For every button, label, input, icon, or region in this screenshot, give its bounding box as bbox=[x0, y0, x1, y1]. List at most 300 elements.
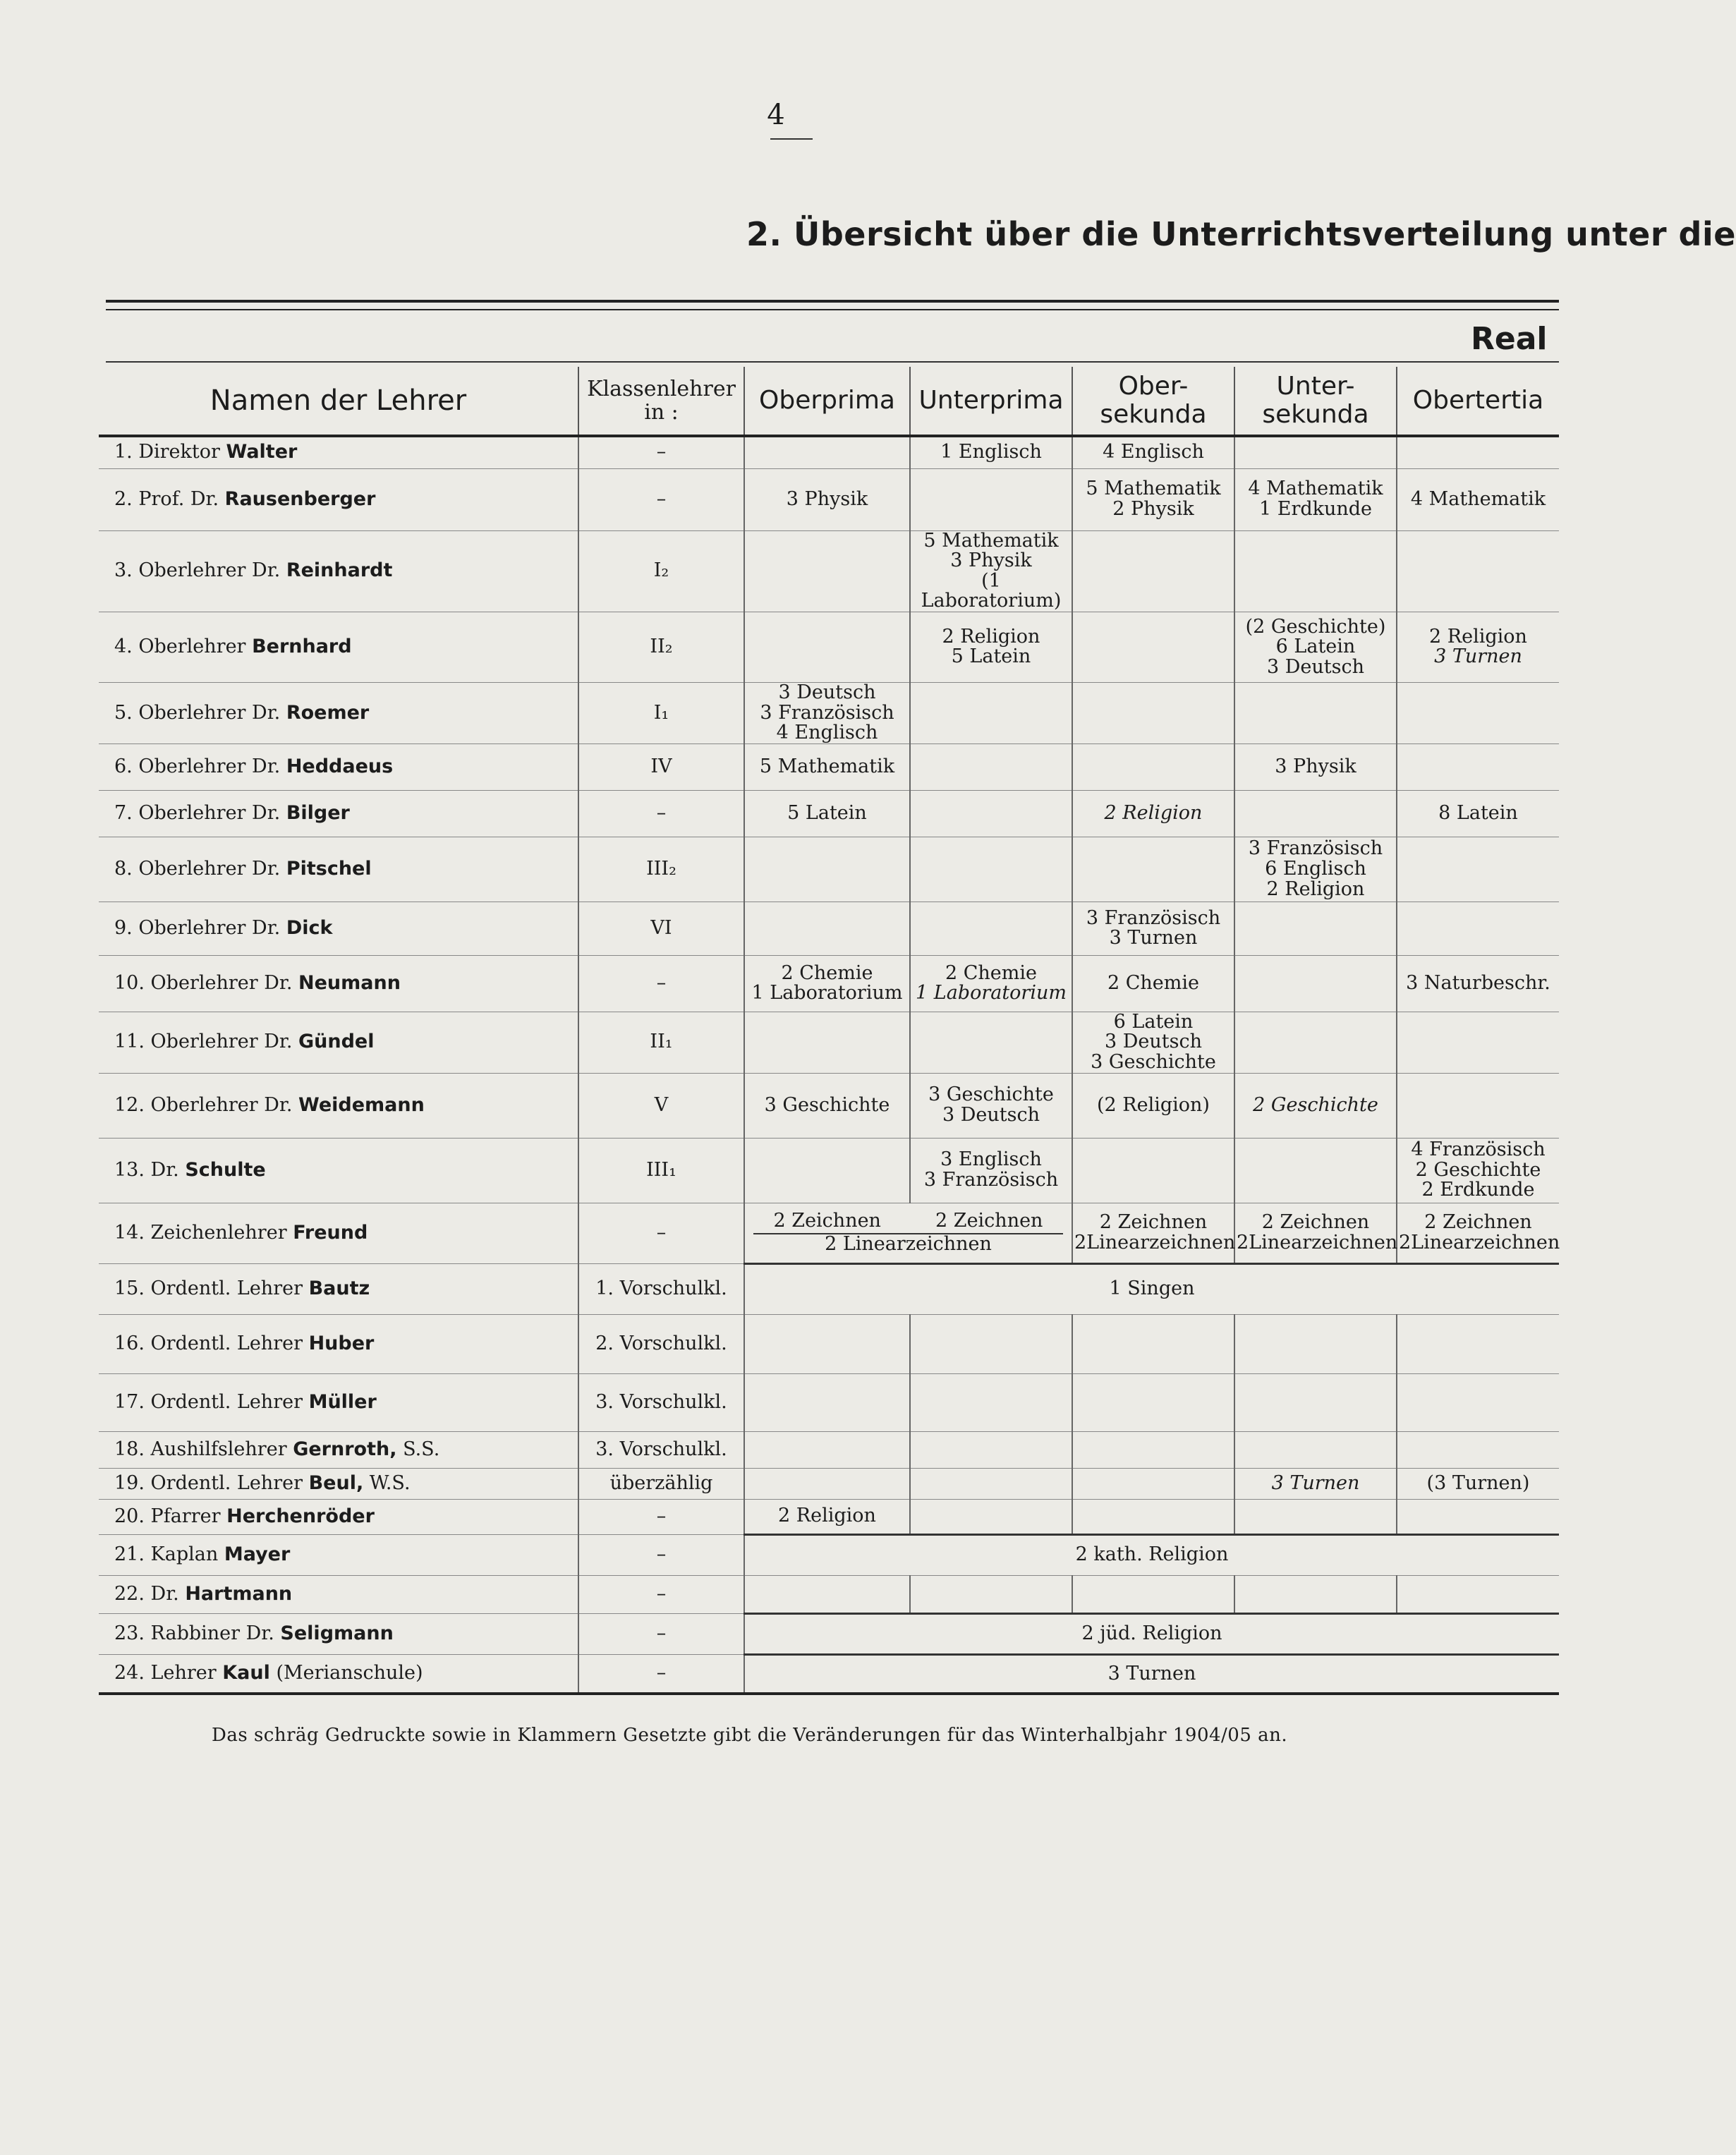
oberprima-unterprima-cell bbox=[744, 1203, 1072, 1263]
table-row bbox=[99, 1012, 1559, 1073]
teacher-number: 12. bbox=[114, 1093, 145, 1116]
col-header-name: Namen der Lehrer bbox=[99, 367, 578, 436]
teacher-surname: Gernroth, bbox=[293, 1438, 397, 1460]
teacher-title: Oberlehrer Dr. bbox=[150, 1031, 293, 1053]
subject-cell bbox=[910, 955, 1072, 1012]
subject-cell bbox=[1234, 837, 1397, 902]
teacher-title: Direktor bbox=[138, 441, 220, 463]
teacher-title: Oberlehrer Dr. bbox=[138, 857, 281, 880]
subject-cell bbox=[744, 955, 910, 1012]
teacher-number: 22. bbox=[114, 1582, 145, 1605]
subject-cell bbox=[1234, 1499, 1397, 1534]
subject-cell bbox=[1234, 1575, 1397, 1613]
school-type-label: Real bbox=[1471, 321, 1548, 357]
cell-text: 2 Zeichnen 2Linearzeichnen bbox=[1074, 1210, 1236, 1253]
subject-cell bbox=[1072, 1499, 1234, 1534]
teacher-surname: Bernhard bbox=[252, 636, 352, 658]
subject-cell bbox=[1072, 1373, 1234, 1431]
subject-cell bbox=[1397, 1138, 1559, 1203]
klassenlehrer-cell: I₂ bbox=[578, 530, 744, 612]
subject-cell bbox=[1072, 530, 1234, 612]
teacher-number: 10. bbox=[114, 971, 145, 994]
shared-lesson-entry: 2 Linearzeichnen bbox=[753, 1233, 1063, 1255]
subject-cell bbox=[744, 1499, 910, 1534]
klassenlehrer-cell: – bbox=[578, 1613, 744, 1654]
teacher-number: 15. bbox=[114, 1277, 145, 1299]
subject-cell bbox=[910, 436, 1072, 468]
table-row bbox=[99, 902, 1559, 955]
subject-cell bbox=[910, 1138, 1072, 1203]
teacher-number: 8. bbox=[114, 857, 133, 880]
teacher-surname: Freund bbox=[293, 1221, 368, 1244]
cell-text: 4 Französisch 2 Geschichte 2 Erdkunde bbox=[1411, 1139, 1546, 1201]
subject-cell bbox=[1072, 436, 1234, 468]
cell-text: 4 Mathematik bbox=[1410, 487, 1546, 510]
teacher-surname: Roemer bbox=[286, 701, 370, 724]
table-row bbox=[99, 436, 1559, 468]
teacher-number: 17. bbox=[114, 1390, 145, 1413]
teacher-title: Prof. Dr. bbox=[138, 487, 219, 510]
shared-lesson-cell: 2 kath. Religion bbox=[744, 1534, 1559, 1575]
teacher-name bbox=[99, 1138, 578, 1203]
subject-cell bbox=[910, 682, 1072, 743]
subject-cell bbox=[910, 530, 1072, 612]
teacher-number: 20. bbox=[114, 1505, 145, 1527]
teacher-name bbox=[99, 743, 578, 790]
teacher-title: Rabbiner Dr. bbox=[150, 1622, 274, 1644]
klassenlehrer-cell: – bbox=[578, 955, 744, 1012]
subject-cell bbox=[1397, 436, 1559, 468]
table-row bbox=[99, 1468, 1559, 1499]
cell-text: 2 Chemie 1 Laboratorium bbox=[751, 961, 903, 1004]
teacher-surname: Heddaeus bbox=[286, 755, 394, 777]
subject-cell bbox=[744, 1073, 910, 1138]
teacher-name bbox=[99, 955, 578, 1012]
teacher-title: Ordentl. Lehrer bbox=[150, 1332, 303, 1354]
cell-text: 5 Latein bbox=[787, 801, 867, 824]
cell-text: 6 Latein 3 Deutsch 3 Geschichte bbox=[1091, 1010, 1216, 1073]
subject-cell bbox=[744, 1431, 910, 1468]
subject-cell bbox=[1234, 790, 1397, 837]
subject-cell bbox=[1234, 1373, 1397, 1431]
subject-cell bbox=[1072, 1468, 1234, 1499]
cell-text: 3 Deutsch 3 Französisch 4 Englisch bbox=[760, 681, 894, 744]
teacher-title: Zeichenlehrer bbox=[150, 1221, 287, 1244]
klassenlehrer-cell: II₂ bbox=[578, 612, 744, 682]
klassenlehrer-cell: IV bbox=[578, 743, 744, 790]
teacher-number: 21. bbox=[114, 1543, 145, 1565]
teacher-surname: Weidemann bbox=[298, 1093, 425, 1116]
table-row bbox=[99, 1138, 1559, 1203]
subject-cell bbox=[1397, 1314, 1559, 1373]
teacher-number: 9. bbox=[114, 916, 133, 939]
teacher-name bbox=[99, 1431, 578, 1468]
teacher-name bbox=[99, 1203, 578, 1263]
teacher-number: 23. bbox=[114, 1622, 145, 1644]
cell-text: 2 Chemie bbox=[1107, 971, 1199, 994]
cell-text: (2 Religion) bbox=[1097, 1093, 1210, 1116]
klassenlehrer-cell: – bbox=[578, 1203, 744, 1263]
teacher-name bbox=[99, 1468, 578, 1499]
teacher-name bbox=[99, 682, 578, 743]
teacher-surname: Reinhardt bbox=[286, 559, 393, 582]
teacher-title: Oberlehrer bbox=[138, 636, 246, 658]
shared-lesson-cell: 3 Turnen bbox=[744, 1654, 1559, 1694]
teacher-name bbox=[99, 1534, 578, 1575]
teacher-name bbox=[99, 436, 578, 468]
table-row bbox=[99, 1534, 1559, 1575]
teacher-name bbox=[99, 530, 578, 612]
winter-change-entry: 3 Turnen bbox=[1271, 1471, 1360, 1494]
subject-cell bbox=[910, 1073, 1072, 1138]
subject-cell bbox=[1397, 902, 1559, 955]
table-row bbox=[99, 1263, 1559, 1314]
teacher-title: Oberlehrer Dr. bbox=[138, 701, 281, 724]
subject-cell bbox=[1072, 682, 1234, 743]
teacher-surname: Neumann bbox=[298, 971, 401, 994]
teacher-surname: Müller bbox=[308, 1390, 377, 1413]
subject-cell bbox=[910, 1012, 1072, 1073]
subject-cell bbox=[1397, 837, 1559, 902]
subject-cell bbox=[910, 1575, 1072, 1613]
cell-text: 3 Geschichte bbox=[764, 1093, 890, 1116]
subject-cell bbox=[1234, 1468, 1397, 1499]
subject-cell bbox=[1397, 1373, 1559, 1431]
subject-cell bbox=[744, 1012, 910, 1073]
cell-text: 4 Englisch bbox=[1103, 441, 1204, 463]
subject-cell bbox=[910, 468, 1072, 530]
teacher-title: Oberlehrer Dr. bbox=[138, 801, 281, 824]
cell-text: 5 Mathematik 3 Physik (1 Laboratorium) bbox=[921, 529, 1062, 612]
subject-cell bbox=[1072, 837, 1234, 902]
klassenlehrer-cell: 3. Vorschulkl. bbox=[578, 1431, 744, 1468]
teacher-name bbox=[99, 612, 578, 682]
subject-cell bbox=[910, 1314, 1072, 1373]
subject-cell bbox=[1397, 468, 1559, 530]
subject-cell bbox=[910, 1468, 1072, 1499]
teacher-number: 3. bbox=[114, 559, 133, 582]
subject-cell bbox=[1072, 1012, 1234, 1073]
cell-text: 2 Zeichnen 2Linearzeichnen bbox=[1237, 1210, 1398, 1253]
subject-cell bbox=[1072, 1203, 1234, 1263]
table-row bbox=[99, 1654, 1559, 1694]
teacher-number: 5. bbox=[114, 701, 133, 724]
cell-text: 3 Physik bbox=[786, 487, 868, 510]
subject-cell bbox=[1397, 530, 1559, 612]
cell-text: 2 Religion bbox=[1429, 625, 1527, 648]
subject-cell bbox=[1397, 1431, 1559, 1468]
subject-cell bbox=[1397, 1499, 1559, 1534]
section-title: 2. Übersicht über die Unterrichtsverteilung unter die bbox=[746, 215, 1736, 253]
table-row bbox=[99, 955, 1559, 1012]
subject-cell bbox=[744, 682, 910, 743]
teacher-surname: Mayer bbox=[224, 1543, 291, 1565]
teacher-surname: Pitschel bbox=[286, 857, 372, 880]
subject-cell bbox=[910, 902, 1072, 955]
subject-cell bbox=[1397, 1073, 1559, 1138]
teacher-surname: Gündel bbox=[298, 1031, 375, 1053]
teacher-surname: Bilger bbox=[286, 801, 350, 824]
table-row bbox=[99, 1575, 1559, 1613]
teacher-name bbox=[99, 902, 578, 955]
teacher-name bbox=[99, 1575, 578, 1613]
subject-cell bbox=[1072, 743, 1234, 790]
table-row bbox=[99, 1073, 1559, 1138]
winter-change-entry: 2 Geschichte bbox=[1253, 1093, 1378, 1116]
subject-cell bbox=[1397, 1012, 1559, 1073]
teacher-name bbox=[99, 790, 578, 837]
klassenlehrer-cell: – bbox=[578, 1575, 744, 1613]
teacher-surname: Hartmann bbox=[185, 1582, 293, 1605]
subject-cell bbox=[1072, 1575, 1234, 1613]
cell-text: 3 Französisch 6 Englisch 2 Religion bbox=[1248, 837, 1383, 900]
subject-cell bbox=[1234, 902, 1397, 955]
teacher-number: 2. bbox=[114, 487, 133, 510]
cell-text: (2 Geschichte) 6 Latein 3 Deutsch bbox=[1245, 615, 1386, 678]
teacher-name bbox=[99, 1073, 578, 1138]
subject-cell bbox=[1072, 1431, 1234, 1468]
table-row bbox=[99, 1203, 1559, 1263]
teacher-number: 7. bbox=[114, 801, 133, 824]
subject-cell bbox=[1234, 1203, 1397, 1263]
col-header-obersekunda: Ober- sekunda bbox=[1072, 367, 1234, 436]
teacher-number: 14. bbox=[114, 1221, 145, 1244]
subject-cell bbox=[1234, 1138, 1397, 1203]
teacher-title: Ordentl. Lehrer bbox=[150, 1277, 303, 1299]
subject-cell bbox=[744, 1468, 910, 1499]
cell-text: 5 Mathematik 2 Physik bbox=[1086, 478, 1221, 520]
subject-cell bbox=[744, 1373, 910, 1431]
teacher-title: Oberlehrer Dr. bbox=[138, 755, 281, 777]
title-rule bbox=[106, 300, 1559, 303]
teacher-suffix: (Merianschule) bbox=[276, 1662, 423, 1684]
subject-cell bbox=[744, 436, 910, 468]
subject-cell bbox=[1234, 1314, 1397, 1373]
header-rule bbox=[106, 361, 1559, 363]
cell-text: 3 Geschichte 3 Deutsch bbox=[928, 1083, 1054, 1127]
subject-cell bbox=[1234, 530, 1397, 612]
subject-cell bbox=[1072, 1138, 1234, 1203]
unterprima-entry: 2 Zeichnen bbox=[935, 1209, 1043, 1232]
cell-text: 3 Französisch 3 Turnen bbox=[1086, 906, 1221, 949]
table-header-row bbox=[99, 367, 1559, 436]
subject-cell bbox=[744, 743, 910, 790]
col-header-untersekunda: Unter- sekunda bbox=[1234, 367, 1397, 436]
teacher-number: 6. bbox=[114, 755, 133, 777]
klassenlehrer-cell: überzählig bbox=[578, 1468, 744, 1499]
subject-cell bbox=[744, 790, 910, 837]
table-row bbox=[99, 1373, 1559, 1431]
subject-cell bbox=[910, 1373, 1072, 1431]
klassenlehrer-cell: 1. Vorschulkl. bbox=[578, 1263, 744, 1314]
klassenlehrer-cell: 3. Vorschulkl. bbox=[578, 1373, 744, 1431]
teacher-suffix: W.S. bbox=[369, 1471, 411, 1494]
teacher-title: Kaplan bbox=[150, 1543, 219, 1565]
teacher-name bbox=[99, 468, 578, 530]
subject-cell bbox=[1234, 436, 1397, 468]
title-rule-thin bbox=[106, 309, 1559, 310]
shared-lesson-cell: 2 jüd. Religion bbox=[744, 1613, 1559, 1654]
winter-change-entry: 3 Turnen bbox=[1434, 645, 1522, 668]
teacher-title: Ordentl. Lehrer bbox=[150, 1471, 303, 1494]
cell-text: 5 Mathematik bbox=[759, 755, 895, 777]
klassenlehrer-cell: III₂ bbox=[578, 837, 744, 902]
teacher-surname: Schulte bbox=[185, 1158, 266, 1181]
klassenlehrer-cell: – bbox=[578, 436, 744, 468]
subject-cell bbox=[1234, 1073, 1397, 1138]
subject-cell bbox=[744, 1575, 910, 1613]
subject-cell bbox=[910, 837, 1072, 902]
klassenlehrer-cell: 2. Vorschulkl. bbox=[578, 1314, 744, 1373]
subject-cell bbox=[1397, 682, 1559, 743]
subject-cell bbox=[744, 1314, 910, 1373]
teacher-number: 18. bbox=[114, 1438, 145, 1460]
klassenlehrer-cell: – bbox=[578, 1499, 744, 1534]
oberprima-entry: 2 Zeichnen bbox=[773, 1209, 881, 1232]
table-row bbox=[99, 612, 1559, 682]
table-row bbox=[99, 790, 1559, 837]
subject-cell bbox=[1234, 743, 1397, 790]
teacher-surname: Herchenröder bbox=[226, 1505, 375, 1527]
teacher-title: Dr. bbox=[150, 1158, 179, 1181]
subject-cell bbox=[910, 790, 1072, 837]
teacher-title: Pfarrer bbox=[150, 1505, 221, 1527]
cell-text: 3 Physik bbox=[1275, 755, 1356, 777]
teacher-surname: Beul, bbox=[308, 1471, 364, 1494]
subject-cell bbox=[1397, 955, 1559, 1012]
cell-text: 3 Englisch 3 Französisch bbox=[923, 1148, 1059, 1191]
table-body bbox=[99, 436, 1559, 1694]
teacher-surname: Dick bbox=[286, 916, 333, 939]
subject-cell bbox=[1072, 468, 1234, 530]
teacher-surname: Bautz bbox=[308, 1277, 370, 1299]
subject-cell bbox=[744, 468, 910, 530]
table-row bbox=[99, 1499, 1559, 1534]
col-header-oberprima: Oberprima bbox=[744, 367, 910, 436]
teacher-title: Oberlehrer Dr. bbox=[150, 1093, 293, 1116]
teacher-name bbox=[99, 1263, 578, 1314]
teacher-name bbox=[99, 1314, 578, 1373]
teacher-title: Aushilfslehrer bbox=[150, 1438, 287, 1460]
page-number: 4 bbox=[767, 99, 785, 131]
subject-cell bbox=[1397, 1203, 1559, 1263]
subject-cell bbox=[1397, 790, 1559, 837]
teacher-title: Oberlehrer Dr. bbox=[150, 971, 293, 994]
teacher-number: 11. bbox=[114, 1031, 145, 1053]
subject-cell bbox=[1234, 682, 1397, 743]
subject-cell bbox=[744, 902, 910, 955]
teacher-title: Lehrer bbox=[150, 1662, 217, 1684]
col-header-obertertia: Obertertia bbox=[1397, 367, 1559, 436]
teacher-name bbox=[99, 1613, 578, 1654]
subject-cell bbox=[1397, 743, 1559, 790]
teacher-number: 24. bbox=[114, 1662, 145, 1684]
cell-text: 1 Englisch bbox=[940, 441, 1042, 463]
subject-cell bbox=[910, 1499, 1072, 1534]
winter-change-entry: 1 Laboratorium bbox=[916, 982, 1067, 1004]
cell-text: 2 Zeichnen 2Linearzeichnen bbox=[1399, 1210, 1560, 1253]
table-row bbox=[99, 530, 1559, 612]
subject-cell bbox=[1072, 612, 1234, 682]
cell-text: 2 Chemie bbox=[945, 961, 1037, 984]
teacher-name bbox=[99, 1012, 578, 1073]
teacher-number: 4. bbox=[114, 636, 133, 658]
table-row bbox=[99, 1314, 1559, 1373]
table-row bbox=[99, 468, 1559, 530]
table-row bbox=[99, 1613, 1559, 1654]
shared-lesson-cell: 1 Singen bbox=[744, 1263, 1559, 1314]
teacher-name bbox=[99, 837, 578, 902]
table-row bbox=[99, 837, 1559, 902]
teacher-title: Ordentl. Lehrer bbox=[150, 1390, 303, 1413]
teacher-title: Oberlehrer Dr. bbox=[138, 916, 281, 939]
teacher-number: 1. bbox=[114, 441, 133, 463]
klassenlehrer-cell: V bbox=[578, 1073, 744, 1138]
table-row bbox=[99, 1431, 1559, 1468]
subject-cell bbox=[1072, 902, 1234, 955]
subject-cell bbox=[910, 612, 1072, 682]
teacher-title: Dr. bbox=[150, 1582, 179, 1605]
subject-cell bbox=[1072, 1314, 1234, 1373]
cell-text: 2 Religion bbox=[778, 1505, 876, 1527]
page-number-rule bbox=[770, 138, 813, 140]
cell-text: 3 Naturbeschr. bbox=[1406, 971, 1550, 994]
teacher-name bbox=[99, 1373, 578, 1431]
winter-change-entry: 2 Religion bbox=[1104, 801, 1203, 824]
subject-cell bbox=[1234, 1012, 1397, 1073]
klassenlehrer-cell: II₁ bbox=[578, 1012, 744, 1073]
subject-cell bbox=[1072, 790, 1234, 837]
table-row bbox=[99, 682, 1559, 743]
subject-cell bbox=[1234, 955, 1397, 1012]
subject-cell bbox=[1397, 1468, 1559, 1499]
subject-cell bbox=[1072, 1073, 1234, 1138]
klassenlehrer-cell: – bbox=[578, 1534, 744, 1575]
subject-cell bbox=[1397, 612, 1559, 682]
klassenlehrer-cell: – bbox=[578, 468, 744, 530]
teacher-name bbox=[99, 1499, 578, 1534]
klassenlehrer-cell: VI bbox=[578, 902, 744, 955]
teacher-surname: Seligmann bbox=[280, 1622, 394, 1644]
col-header-unterprima: Unterprima bbox=[910, 367, 1072, 436]
subject-cell bbox=[1234, 468, 1397, 530]
subject-cell bbox=[1234, 612, 1397, 682]
cell-text: 2 Religion 5 Latein bbox=[942, 625, 1040, 668]
footnote: Das schräg Gedruckte sowie in Klammern Gesetzte gibt die Veränderungen für das Winterhalbjahr 1904/05 an. bbox=[212, 1725, 1288, 1746]
cell-text: 4 Mathematik 1 Erdkunde bbox=[1248, 478, 1383, 520]
subject-cell bbox=[744, 612, 910, 682]
col-header-klassenlehrer: Klassenlehrer in : bbox=[578, 367, 744, 436]
teacher-number: 19. bbox=[114, 1471, 145, 1494]
teacher-suffix: S.S. bbox=[403, 1438, 440, 1460]
teacher-surname: Huber bbox=[308, 1332, 375, 1354]
klassenlehrer-cell: – bbox=[578, 790, 744, 837]
klassenlehrer-cell: I₁ bbox=[578, 682, 744, 743]
klassenlehrer-cell: – bbox=[578, 1654, 744, 1694]
teacher-number: 16. bbox=[114, 1332, 145, 1354]
subject-cell bbox=[1072, 955, 1234, 1012]
teacher-surname: Walter bbox=[226, 441, 298, 463]
teaching-distribution-table bbox=[99, 367, 1559, 1695]
teacher-surname: Rausenberger bbox=[224, 487, 376, 510]
teacher-surname: Kaul bbox=[222, 1662, 270, 1684]
cell-text: (3 Turnen) bbox=[1426, 1471, 1530, 1494]
teacher-number: 13. bbox=[114, 1158, 145, 1181]
subject-cell bbox=[744, 530, 910, 612]
table-row bbox=[99, 743, 1559, 790]
klassenlehrer-cell: III₁ bbox=[578, 1138, 744, 1203]
subject-cell bbox=[910, 743, 1072, 790]
